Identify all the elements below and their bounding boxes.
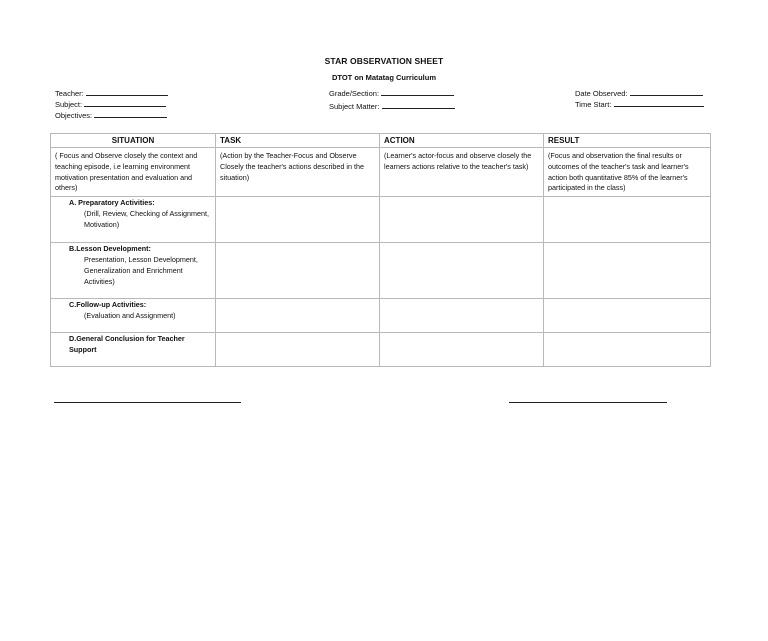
subject-label: Subject: — [55, 100, 83, 109]
header-situation: SITUATION — [51, 134, 216, 148]
teacher-field — [55, 89, 168, 98]
result-cell[interactable] — [544, 197, 711, 243]
objectives-field — [55, 111, 167, 120]
action-cell[interactable] — [380, 243, 544, 299]
header-task: TASK — [216, 134, 380, 148]
date-observed-label: Date Observed: — [575, 89, 628, 98]
action-cell[interactable] — [380, 299, 544, 333]
header-action: ACTION — [380, 134, 544, 148]
objectives-label: Objectives: — [55, 111, 93, 120]
phase-lesson-development — [51, 243, 216, 299]
subject-matter-field — [329, 102, 455, 111]
table-row — [51, 243, 711, 299]
result-cell[interactable] — [544, 243, 711, 299]
grade-section-blank — [381, 89, 454, 96]
table-row — [51, 333, 711, 367]
signature-line-left — [54, 402, 241, 403]
table-row — [51, 197, 711, 243]
result-description: (Focus and observation the final results or outcomes of the teacher's task and learner's action both quantitative 85% of the learner's participated in the class) — [544, 148, 711, 197]
signature-line-right — [509, 402, 667, 403]
task-cell[interactable] — [216, 299, 380, 333]
result-cell[interactable] — [544, 299, 711, 333]
document-subtitle: DTOT on Matatag Curriculum — [331, 73, 437, 82]
action-cell[interactable] — [380, 197, 544, 243]
phase-detail: (Evaluation and Assignment) — [84, 310, 176, 320]
description-row — [51, 148, 711, 197]
time-start-field — [575, 100, 704, 109]
teacher-label: Teacher: — [55, 89, 84, 98]
phase-follow-up — [51, 299, 216, 333]
situation-description: ( Focus and Observe closely the context and teaching episode, i.e learning environment motivation presentation and evaluation and others) — [51, 148, 216, 197]
date-observed-blank — [630, 89, 703, 96]
time-start-blank — [614, 100, 704, 107]
phase-detail: (Drill, Review, Checking of Assignment, Motivation) — [84, 208, 210, 229]
time-start-label: Time Start: — [575, 100, 612, 109]
table-row — [51, 299, 711, 333]
subject-matter-label: Subject Matter: — [329, 102, 380, 111]
document-title: STAR OBSERVATION SHEET — [324, 56, 444, 66]
header-result: RESULT — [544, 134, 711, 148]
result-cell[interactable] — [544, 333, 711, 367]
action-cell[interactable] — [380, 333, 544, 367]
action-description: (Learner's actor-focus and observe closely the learners actions relative to the teacher's task) — [380, 148, 544, 197]
subject-matter-blank — [382, 102, 455, 109]
phase-detail: Presentation, Lesson Development, Generalization and Enrichment Activities) — [84, 254, 198, 286]
phase-title: B.Lesson Development: — [69, 244, 151, 254]
teacher-blank — [86, 89, 168, 96]
objectives-blank — [94, 111, 167, 118]
grade-section-field — [329, 89, 454, 98]
header-row — [51, 134, 711, 148]
phase-title: C.Follow-up Activities: — [69, 300, 147, 310]
task-cell[interactable] — [216, 333, 380, 367]
phase-general-conclusion — [51, 333, 216, 367]
phase-title: A. Preparatory Activities: — [69, 198, 155, 208]
phase-preparatory — [51, 197, 216, 243]
phase-title: D.General Conclusion for Teacher Support — [69, 334, 185, 354]
grade-section-label: Grade/Section: — [329, 89, 380, 98]
date-observed-field — [575, 89, 703, 98]
subject-blank — [84, 100, 166, 107]
star-observation-table — [50, 133, 711, 367]
subject-field — [55, 100, 166, 109]
task-description: (Action by the Teacher-Focus and Observe Closely the teacher's actions described in the situation) — [216, 148, 380, 197]
task-cell[interactable] — [216, 243, 380, 299]
task-cell[interactable] — [216, 197, 380, 243]
